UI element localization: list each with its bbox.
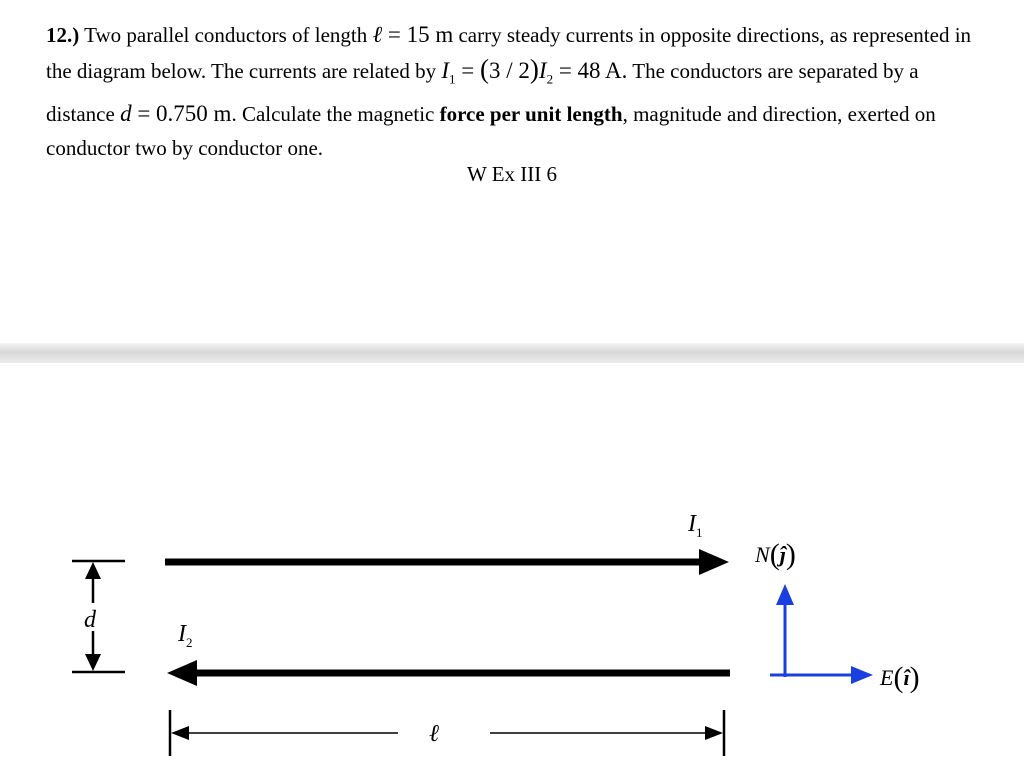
page-divider (0, 343, 1024, 363)
conductor-two-arrowhead (167, 660, 197, 686)
end-text: , magnitude and direction, exerted on conductor two by conductor one. (46, 101, 936, 160)
label-I1: $I_1$ (688, 511, 703, 540)
calc-text: . Calculate the magnetic (231, 101, 435, 126)
north-arrowhead (776, 584, 794, 605)
label-I2: $I_2$ (178, 621, 193, 650)
label-ell: ℓ (429, 721, 439, 747)
label-east: E(î) (880, 661, 920, 694)
intro-text: Two parallel conductors of length (84, 23, 368, 47)
exercise-reference: W Ex III 6 (467, 162, 557, 186)
label-north: N(ĵ) (755, 538, 796, 571)
east-arrowhead (851, 666, 873, 684)
length-expression: ℓ = 15 m (372, 22, 454, 47)
the-text: The conductors are separated by a distance (46, 59, 919, 126)
current-relation: $I_1 = (3 / 2)I_2 = 48$ A. (441, 54, 628, 87)
conductor-diagram (0, 363, 1024, 775)
problem-number: 12.) (46, 23, 80, 47)
mid-text: carry steady currents in opposite directions, as represented in the diagram below. The currents are related by (46, 23, 972, 83)
problem-text (46, 18, 986, 165)
d-up-arrowhead (85, 562, 101, 579)
length-left-arrowhead (171, 726, 189, 740)
d-down-arrowhead (85, 654, 101, 671)
distance-expression: d = 0.750 m (120, 100, 232, 126)
bold-force-text: force per unit length (439, 101, 623, 126)
length-right-arrowhead (705, 726, 723, 740)
label-d: d (84, 607, 96, 633)
conductor-one-arrowhead (699, 549, 729, 575)
problem-statement (46, 18, 986, 165)
